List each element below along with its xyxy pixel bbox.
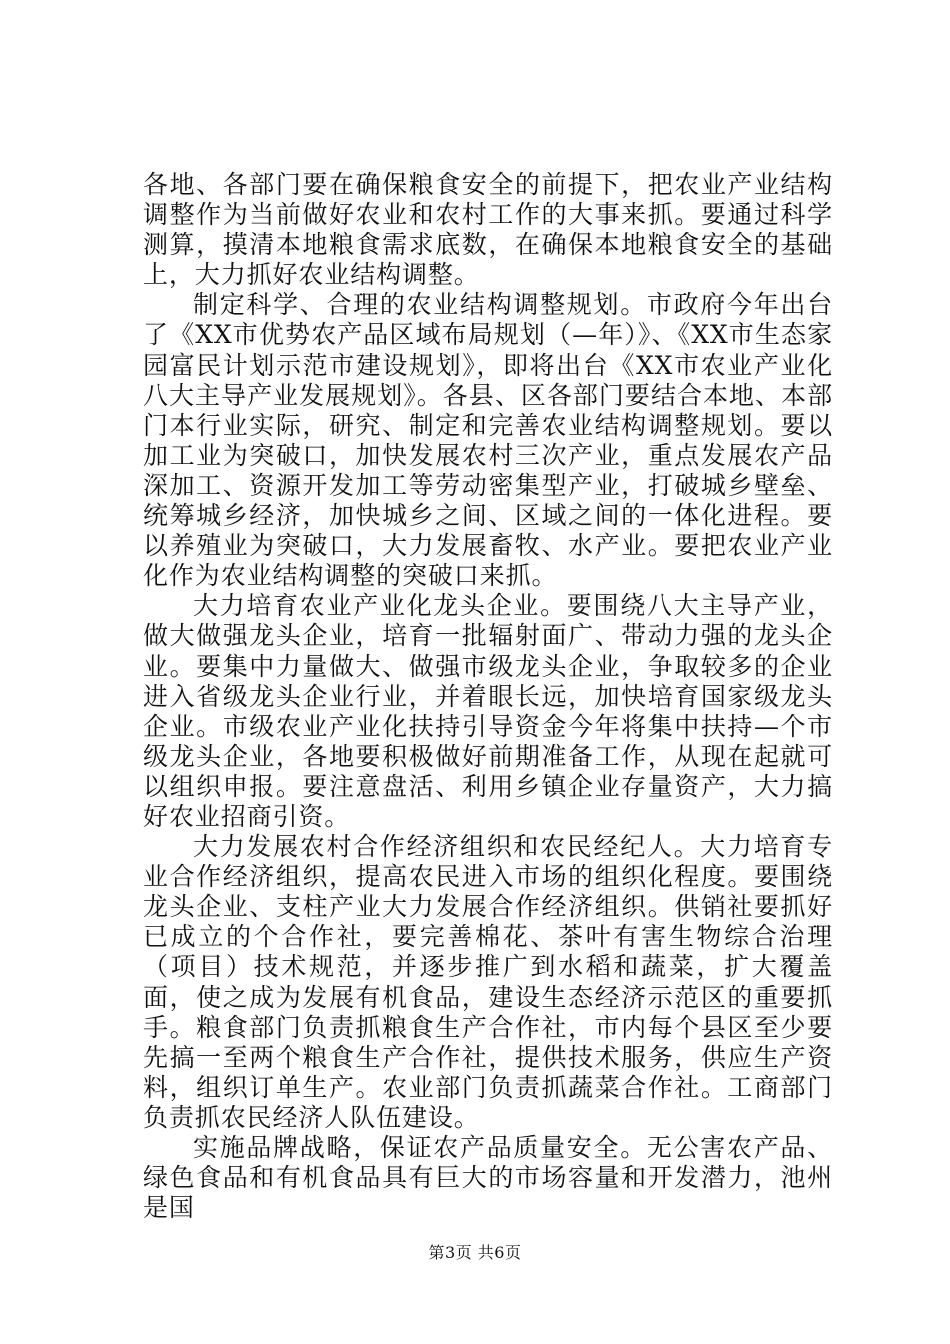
paragraph-2: 制定科学、合理的农业结构调整规划。市政府今年出台了《XX市优势农产品区域布局规划（—年）》、《XX市生态家园富民计划示范市建设规划》，即将出台《XX市农业产业化八大主导产业发展规划》。各县、区各部门要结合本地、本部门本行业实际，研究、制定和完善农业结构调整规划。要以加工业为突破口，加快发展农村三次产业，重点发展农产品深加工、资源开发加工等劳动密集型产业，打破城乡壁垒、统筹城乡经济，加快城乡之间、区域之间的一体化进程。要以养殖业为突破口，大力发展畜牧、水产业。要把农业产业化作为农业结构调整的突破口来抓。 [143, 290, 833, 591]
paragraph-1: 各地、各部门要在确保粮食安全的前提下，把农业产业结构调整作为当前做好农业和农村工作的大事来抓。要通过科学测算，摸清本地粮食需求底数，在确保本地粮食安全的基础上，大力抓好农业结构调整。 [143, 170, 833, 290]
paragraph-5: 实施品牌战略，保证农产品质量安全。无公害农产品、绿色食品和有机食品具有巨大的市场容量和开发潜力，池州是国 [143, 1133, 833, 1223]
document-body [143, 170, 833, 1223]
paragraph-3: 大力培育农业产业化龙头企业。要围绕八大主导产业，做大做强龙头企业，培育一批辐射面广、带动力强的龙头企业。要集中力量做大、做强市级龙头企业，争取较多的企业进入省级龙头企业行业，并着眼长远，加快培育国家级龙头企业。市级农业产业化扶持引导资金今年将集中扶持—个市级龙头企业，各地要积极做好前期准备工作，从现在起就可以组织申报。要注意盘活、利用乡镇企业存量资产，大力搞好农业招商引资。 [143, 591, 833, 831]
paragraph-4: 大力发展农村合作经济组织和农民经纪人。大力培育专业合作经济组织，提高农民进入市场的组织化程度。要围绕龙头企业、支柱产业大力发展合作经济组织。供销社要抓好已成立的个合作社，要完善棉花、茶叶有害生物综合治理（项目）技术规范，并逐步推广到水稻和蔬菜，扩大覆盖面，使之成为发展有机食品，建设生态经济示范区的重要抓手。粮食部门负责抓粮食生产合作社，市内每个县区至少要先搞一至两个粮食生产合作社，提供技术服务，供应生产资料，组织订单生产。农业部门负责抓蔬菜合作社。工商部门负责抓农民经济人队伍建设。 [143, 832, 833, 1132]
page-number-footer: 第3页 共6页 [428, 1243, 522, 1262]
